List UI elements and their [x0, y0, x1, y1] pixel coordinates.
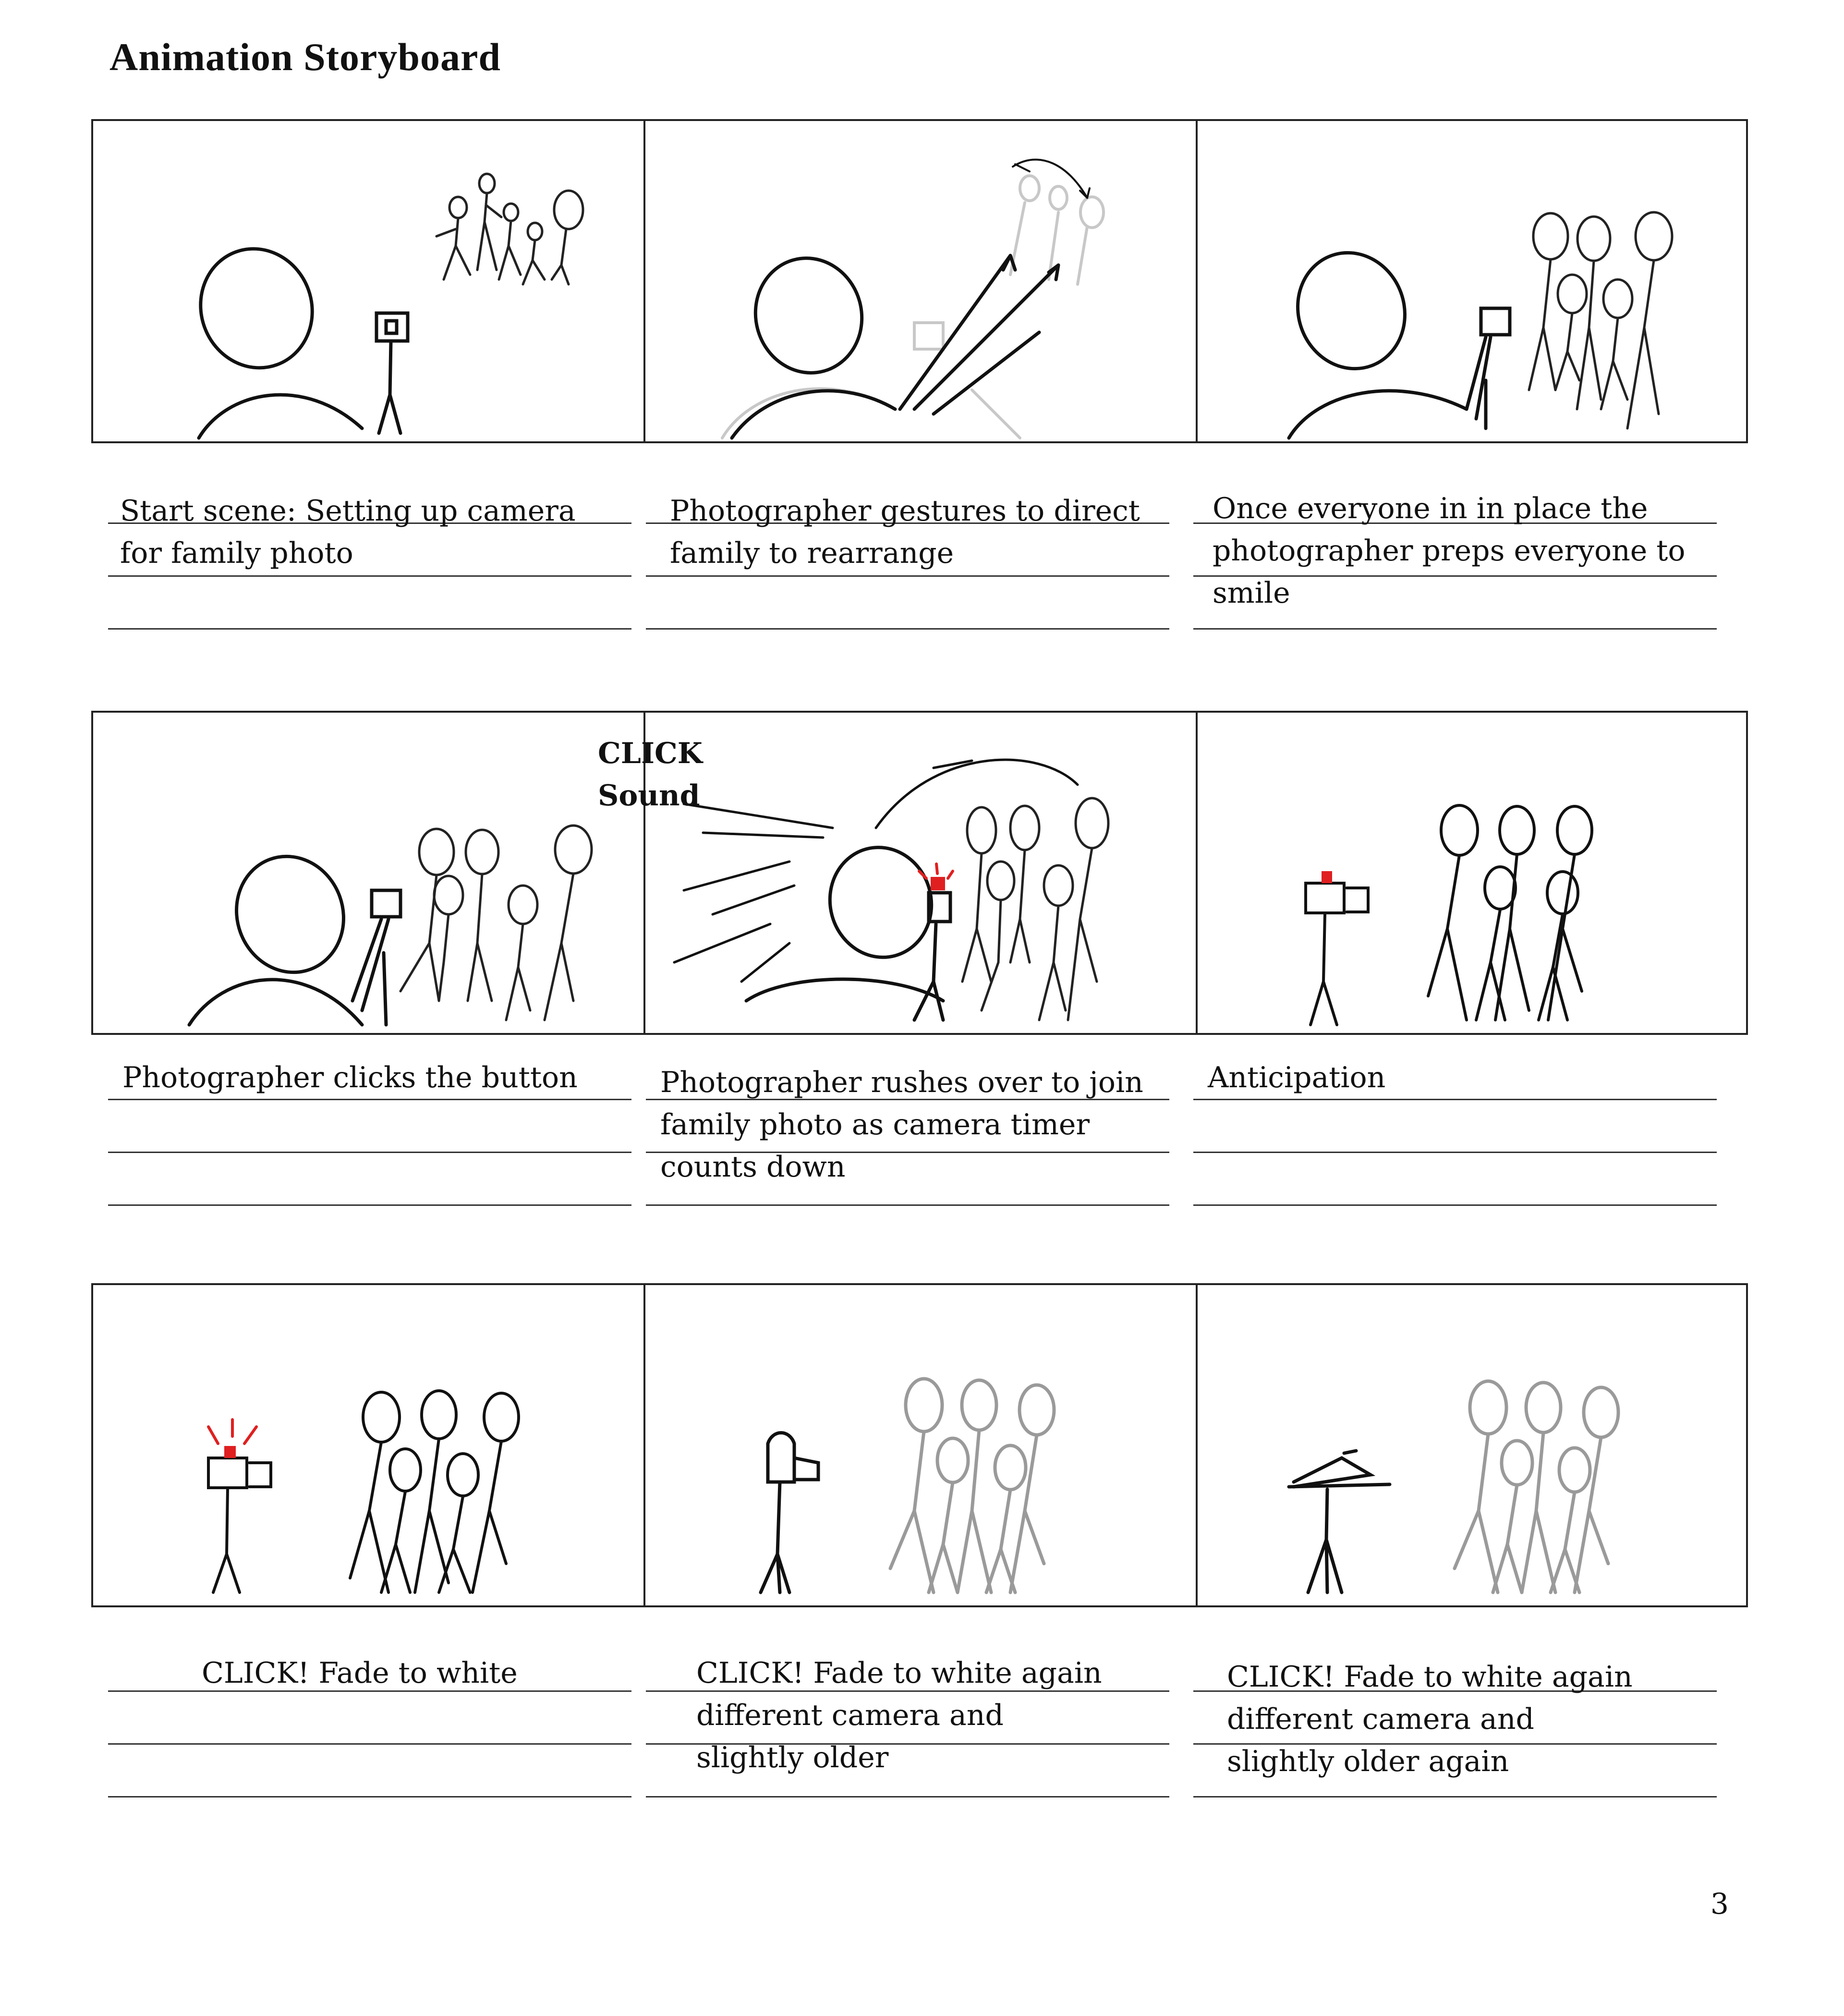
storyboard-row-3 [91, 1283, 1748, 1607]
panel-2-frame [645, 121, 1196, 441]
panel-caption: Start scene: Setting up camera for family photo [120, 494, 576, 570]
storyboard-row-1 [91, 119, 1748, 443]
panel-caption: CLICK! Fade to white again different camera and slightly older [696, 1656, 1102, 1774]
storyboard-row-2 [91, 711, 1748, 1035]
panel-caption: Anticipation [1208, 1061, 1386, 1094]
sketch-gesture [645, 121, 1196, 441]
panel-8-frame [645, 1285, 1196, 1605]
panel-caption: CLICK! Fade to white again different camera and slightly older again [1227, 1660, 1633, 1778]
page-number: 3 [1710, 1887, 1729, 1921]
panel-4-frame [93, 713, 643, 1033]
sketch-prep-smile [1198, 121, 1748, 441]
panel-1-frame [93, 121, 643, 441]
panel-7-frame [93, 1285, 643, 1605]
panel-3-frame [1198, 121, 1748, 441]
panel-caption: Photographer gestures to direct family to rearrange [670, 494, 1140, 570]
panel-caption: CLICK! Fade to white [202, 1656, 518, 1690]
sketch-anticipation [1198, 713, 1748, 1033]
panel-6-frame [1198, 713, 1748, 1033]
sketch-older-again [1198, 1285, 1748, 1605]
sketch-click-button [93, 713, 643, 1033]
panel-caption: Photographer rushes over to join family photo as camera timer counts down [660, 1066, 1143, 1184]
panel-5-frame [645, 713, 1196, 1033]
page-title: Animation Storyboard [109, 35, 501, 79]
sketch-older [645, 1285, 1196, 1605]
panel-caption: Photographer clicks the button [122, 1061, 578, 1094]
sketch-flash [93, 1285, 643, 1605]
sketch-setup-camera [93, 121, 643, 441]
panel-caption: Once everyone in in place the photographer preps everyone to smile [1213, 492, 1686, 610]
panel-9-frame [1198, 1285, 1748, 1605]
click-sound-label: CLICK Sound [598, 737, 703, 813]
sketch-rush-timer [645, 713, 1196, 1033]
